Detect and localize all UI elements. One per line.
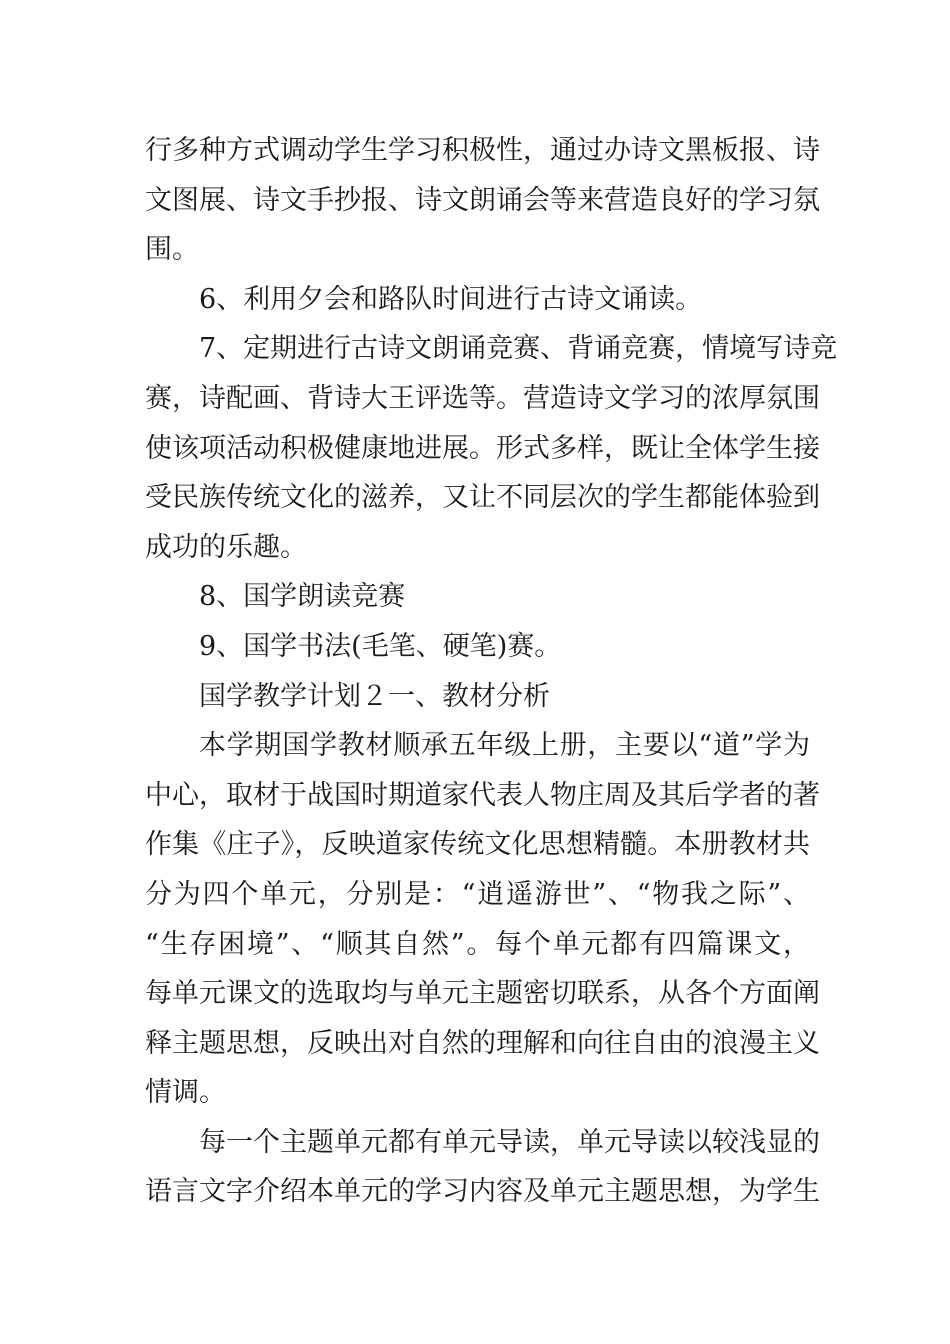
paragraph-item-7 [145, 324, 838, 572]
text-line: 8、国学朗读竞赛 [199, 581, 406, 613]
text-line: 围。 [145, 234, 199, 266]
text-line: 使该项活动积极健康地进展。形式多样，既让全体学生接 [145, 432, 820, 464]
text-line: 受民族传统文化的滋养，又让不同层次的学生都能体验到 [145, 482, 820, 514]
text-line: 6、利用夕会和路队时间进行古诗文诵读。 [199, 283, 703, 315]
text-line: 每单元课文的选取均与单元主题密切联系，从各个方面阐 [145, 978, 820, 1010]
text-line: 赛，诗配画、背诗大王评选等。营造诗文学习的浓厚氛围 [145, 382, 820, 414]
text-line: 7、定期进行古诗文朗诵竞赛、背诵竞赛，情境写诗竞 [199, 333, 838, 365]
text-line: 情调。 [145, 1077, 226, 1109]
paragraph-textbook-analysis [145, 721, 820, 1118]
text-line: 语言文字介绍本单元的学习内容及单元主题思想，为学生 [145, 1176, 820, 1208]
text-line: 9、国学书法(毛笔、硬笔)赛。 [199, 630, 562, 662]
text-line: 作集《庄子》，反映道家传统文化思想精髓。本册教材共 [145, 829, 810, 861]
text-line: 分为四个单元，分别是：“逍遥游世”、“物我之际”、 [145, 878, 810, 910]
text-line: 文图展、诗文手抄报、诗文朗诵会等来营造良好的学习氛 [145, 184, 820, 216]
text-line: 本学期国学教材顺承五年级上册，主要以“道”学为 [199, 730, 810, 762]
paragraph-activities-continued [145, 126, 820, 275]
paragraph-item-8 [145, 572, 810, 622]
text-line: 释主题思想，反映出对自然的理解和向往自由的浪漫主义 [145, 1027, 820, 1059]
text-line: 成功的乐趣。 [145, 531, 307, 563]
document-body [145, 126, 838, 1217]
text-line: 行多种方式调动学生学习积极性，通过办诗文黑板报、诗 [145, 135, 820, 166]
paragraph-unit-guide [145, 1118, 820, 1217]
text-line: 每一个主题单元都有单元导读，单元导读以较浅显的 [199, 1126, 820, 1158]
text-line: 国学教学计划２一、教材分析 [199, 680, 550, 712]
section-heading [145, 672, 810, 722]
text-line: “生存困境”、“顺其自然”。每个单元都有四篇课文， [145, 928, 810, 960]
text-line: 中心，取材于战国时期道家代表人物庄周及其后学者的著 [145, 779, 820, 811]
paragraph-item-9 [145, 622, 810, 672]
paragraph-item-6 [145, 275, 810, 325]
